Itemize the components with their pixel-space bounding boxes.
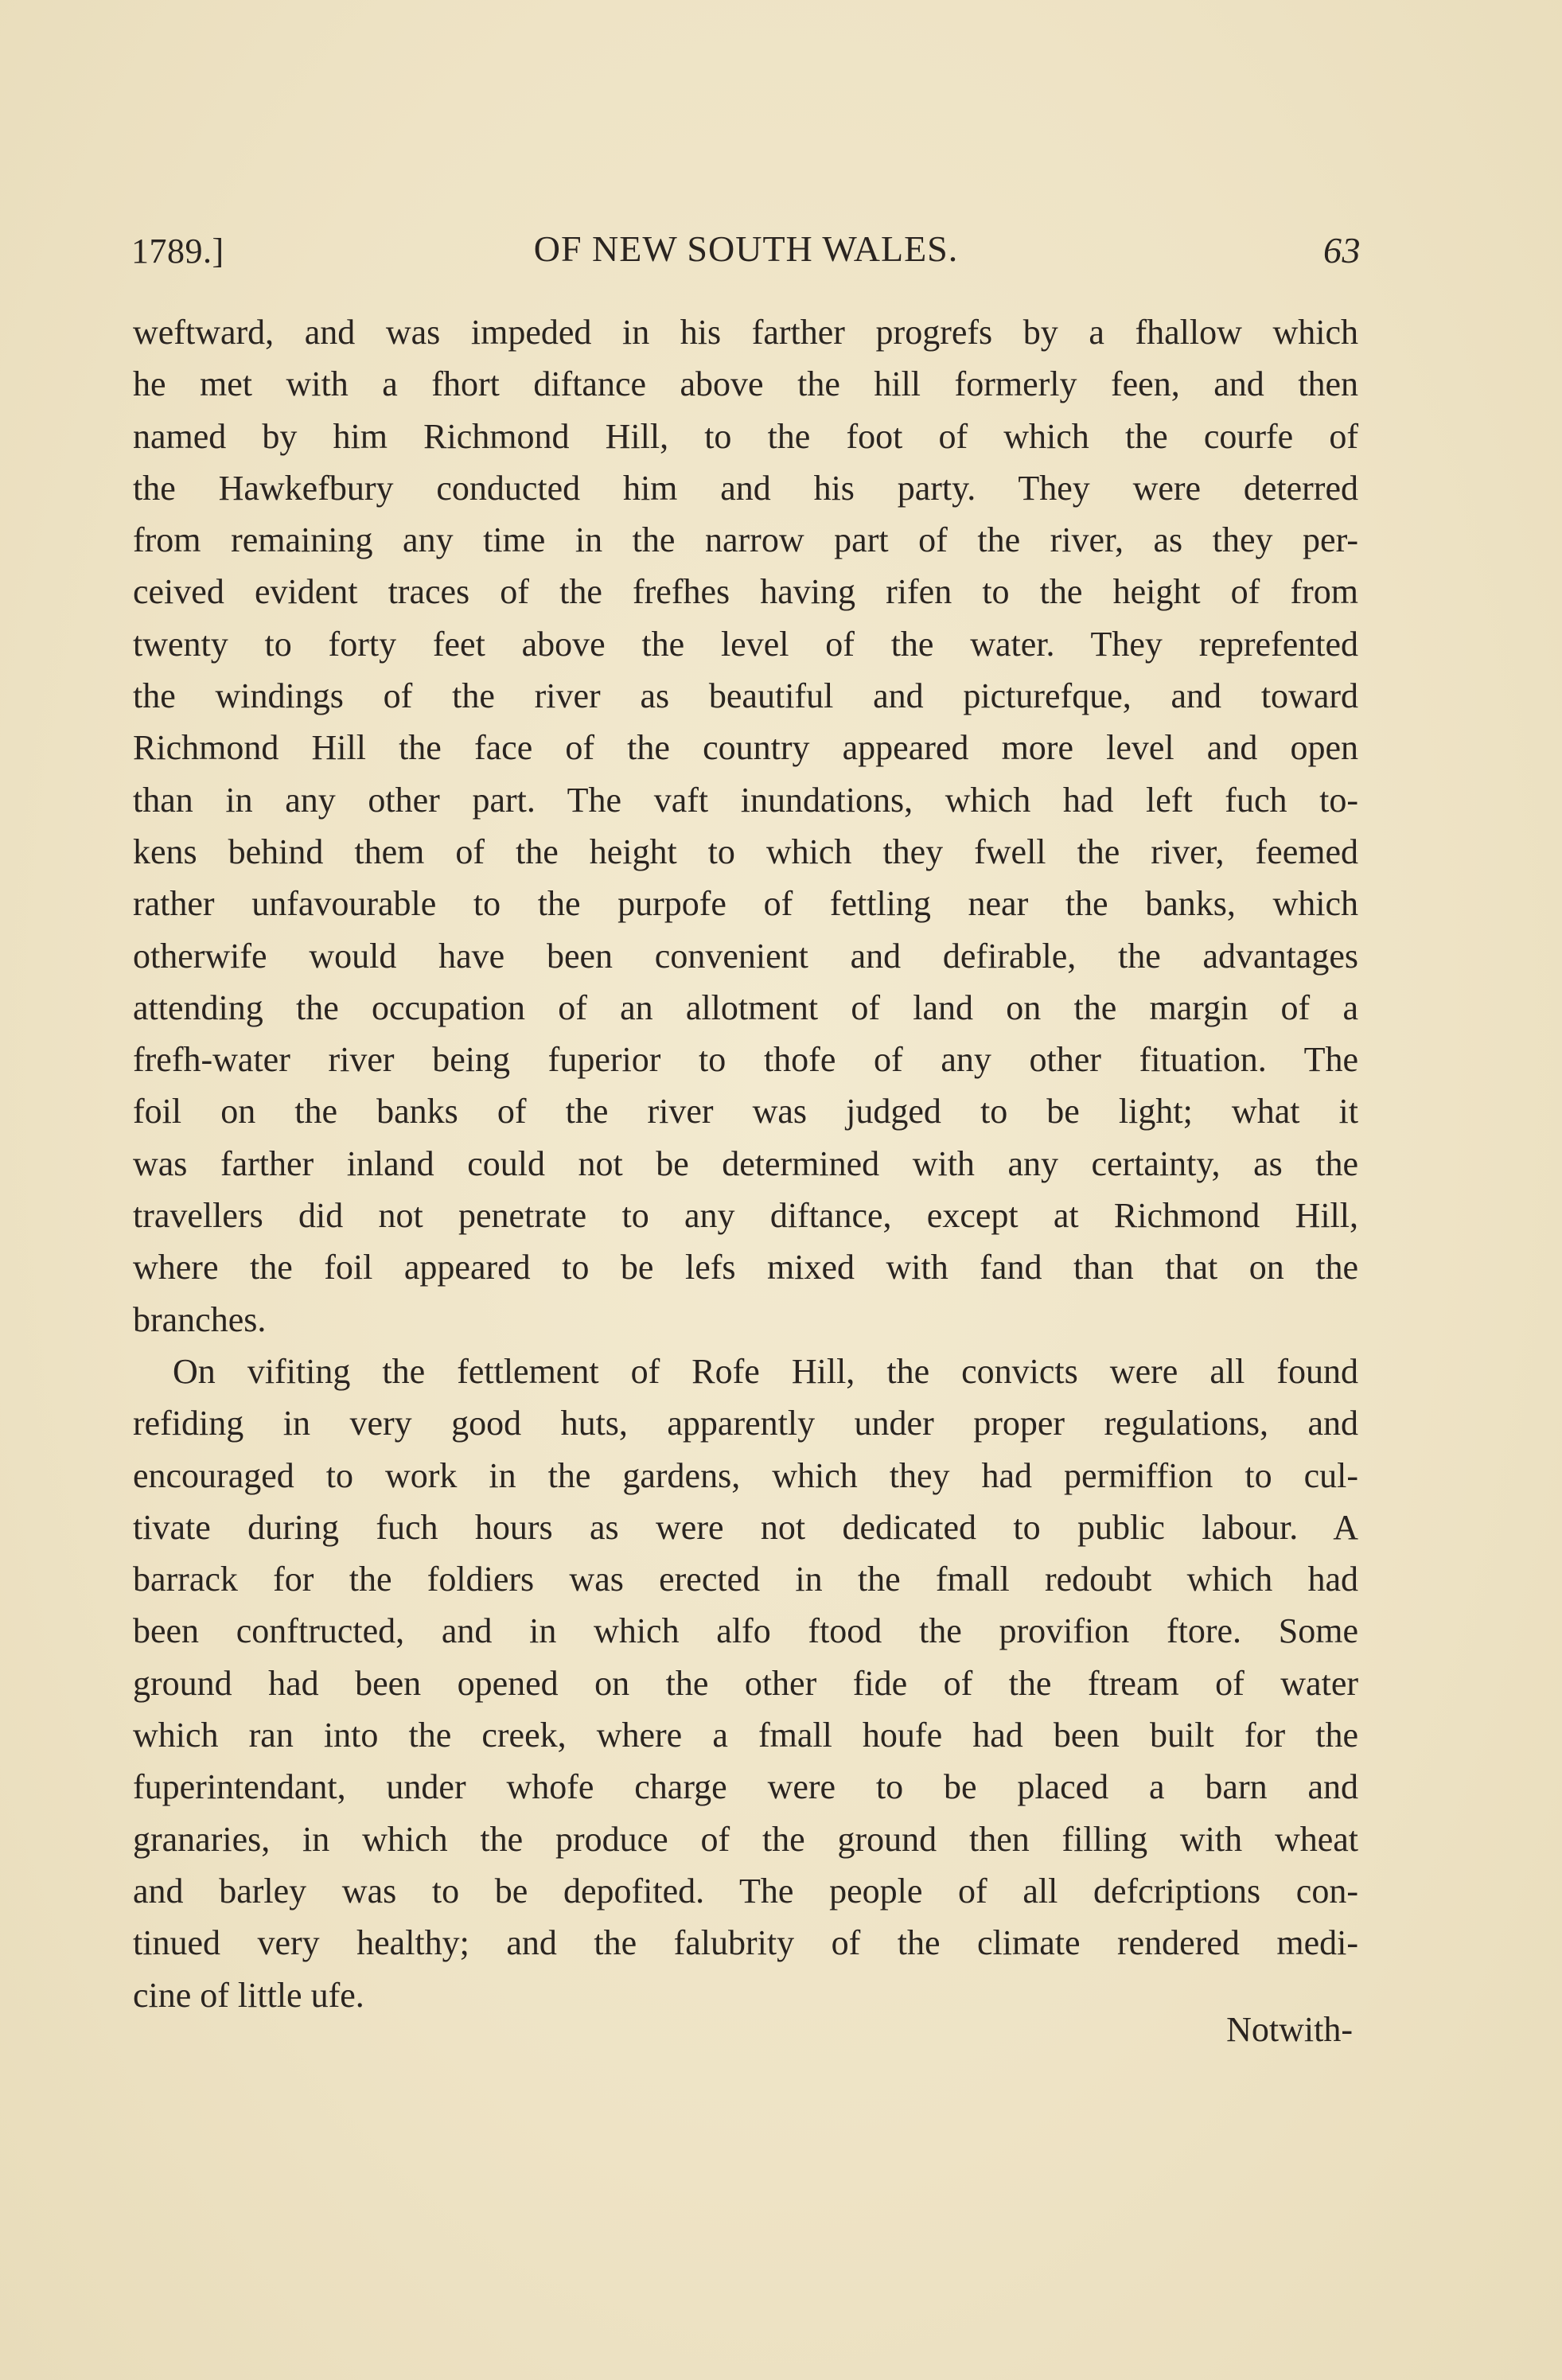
text-line: ceived evident traces of the frefhes having rifen to the height of from — [133, 572, 1358, 612]
text-line: Richmond Hill the face of the country appeared more level and open — [133, 728, 1358, 768]
text-line: the windings of the river as beautiful and picturefque, and toward — [133, 676, 1358, 716]
running-head-title: OF NEW SOUTH WALES. — [533, 228, 959, 269]
text-line: weftward, and was impeded in his farther progrefs by a fhallow which — [133, 313, 1358, 352]
running-head-year: 1789.] — [131, 232, 224, 271]
text-line: which ran into the creek, where a fmall houfe had been built for the — [133, 1716, 1358, 1755]
text-line: granaries, in which the produce of the ground then filling with wheat — [133, 1819, 1358, 1859]
text-line: refiding in very good huts, apparently under proper regulations, and — [133, 1404, 1358, 1443]
page-number: 63 — [1323, 230, 1361, 271]
text-line: tinued very healthy; and the falubrity of the climate rendered medi- — [133, 1923, 1358, 1963]
text-line: ground had been opened on the other fide of the ftream of water — [133, 1663, 1358, 1703]
text-line: the Hawkefbury conducted him and his party. They were deterred — [133, 468, 1358, 508]
text-line: rather unfavourable to the purpofe of fettling near the banks, which — [133, 884, 1358, 924]
text-line: was farther inland could not be determined with any certainty, as the — [133, 1143, 1358, 1183]
text-line: tivate during fuch hours as were not dedicated to public labour. A — [133, 1507, 1358, 1547]
text-line: cine of little ufe. — [133, 1975, 364, 2015]
text-line: encouraged to work in the gardens, which they had permiffion to cul- — [133, 1455, 1358, 1495]
text-line: and barley was to be depofited. The people of all defcriptions con- — [133, 1871, 1358, 1911]
running-head — [131, 224, 1361, 280]
text-line: attending the occupation of an allotment of land on the margin of a — [133, 987, 1358, 1027]
text-line: foil on the banks of the river was judged to be light; what it — [133, 1092, 1358, 1132]
text-line: fuperintendant, under whofe charge were to be placed a barn and — [133, 1767, 1358, 1807]
text-line: named by him Richmond Hill, to the foot of which the courfe of — [133, 416, 1358, 456]
text-line: On vifiting the fettlement of Rofe Hill, the convicts were all found — [173, 1351, 1358, 1391]
text-line: otherwife would have been convenient and defirable, the advantages — [133, 936, 1358, 976]
text-line: frefh-water river being fuperior to thofe of any other fituation. The — [133, 1040, 1358, 1080]
text-line: from remaining any time in the narrow part of the river, as they per- — [133, 520, 1358, 560]
text-line: been conftructed, and in which alfo ftood the provifion ftore. Some — [133, 1611, 1358, 1651]
body-text — [133, 306, 1358, 2021]
text-line: travellers did not penetrate to any diftance, except at Richmond Hill, — [133, 1196, 1358, 1236]
text-line: branches. — [133, 1299, 267, 1339]
text-line: barrack for the foldiers was erected in the fmall redoubt which had — [133, 1560, 1358, 1599]
text-line: than in any other part. The vaft inundations, which had left fuch to- — [133, 780, 1358, 820]
text-line: he met with a fhort diftance above the hill formerly feen, and then — [133, 364, 1358, 404]
text-line: twenty to forty feet above the level of the water. They reprefented — [133, 624, 1358, 664]
text-line: where the foil appeared to be lefs mixed with fand than that on the — [133, 1248, 1358, 1287]
text-line: kens behind them of the height to which they fwell the river, feemed — [133, 832, 1358, 871]
catchword: Notwith- — [1226, 2010, 1353, 2049]
